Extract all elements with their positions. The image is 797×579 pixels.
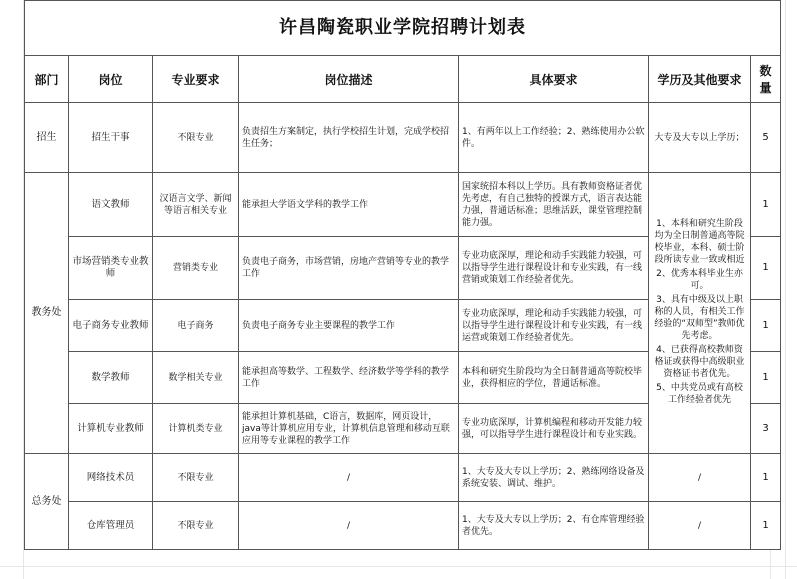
recruitment-plan-table	[24, 0, 781, 550]
requirements-cell[interactable]: 专业功底深厚，理论和动手实践能力较强，可以指导学生进行课程设计和专业实践，有一线运营或策划工作经验者优先。	[459, 300, 649, 352]
header-major[interactable]: 专业要求	[153, 56, 239, 103]
count-cell[interactable]: 1	[751, 352, 781, 404]
header-education[interactable]: 学历及其他要求	[649, 56, 751, 103]
description-cell[interactable]: 能承担计算机基础，C语言，数据库，网页设计，java等计算机应用专业，计算机信息管理和移动互联应用等专业课程的教学工作	[239, 404, 459, 454]
requirements-cell[interactable]: 专业功底深厚，计算机编程和移动开发能力较强，可以指导学生进行课程设计和专业实践。	[459, 404, 649, 454]
header-description[interactable]: 岗位描述	[239, 56, 459, 103]
count-cell[interactable]: 1	[751, 454, 781, 502]
requirements-cell[interactable]: 专业功底深厚，理论和动手实践能力较强，可以指导学生进行课程设计和专业实践，有一线营销或策划工作经验者优先。	[459, 237, 649, 300]
major-cell[interactable]: 营销类专业	[153, 237, 239, 300]
requirements-cell[interactable]: 1、大专及大专以上学历；2、熟练网络设备及系统安装、调试、维护。	[459, 454, 649, 502]
dept-cell-admissions[interactable]: 招生	[25, 103, 69, 173]
requirements-cell[interactable]: 本科和研究生阶段均为全日制普通高等院校毕业，获得相应的学位，普通话标准。	[459, 352, 649, 404]
education-cell[interactable]: /	[649, 502, 751, 550]
table-row	[25, 454, 781, 502]
position-cell[interactable]: 仓库管理员	[69, 502, 153, 550]
count-cell[interactable]: 1	[751, 237, 781, 300]
header-position[interactable]: 岗位	[69, 56, 153, 103]
position-cell[interactable]: 网络技术员	[69, 454, 153, 502]
requirements-cell[interactable]: 1、有两年以上工作经验；2、熟练使用办公软件。	[459, 103, 649, 173]
count-cell[interactable]: 1	[751, 173, 781, 237]
major-cell[interactable]: 不限专业	[153, 502, 239, 550]
table-title[interactable]: 许昌陶瓷职业学院招聘计划表	[25, 1, 781, 56]
position-cell[interactable]: 电子商务专业教师	[69, 300, 153, 352]
count-cell[interactable]: 1	[751, 300, 781, 352]
count-cell[interactable]: 1	[751, 502, 781, 550]
position-cell[interactable]: 数学教师	[69, 352, 153, 404]
major-cell[interactable]: 汉语言文学、新闻等语言相关专业	[153, 173, 239, 237]
table-row	[25, 103, 781, 173]
major-cell[interactable]: 电子商务	[153, 300, 239, 352]
header-dept[interactable]: 部门	[25, 56, 69, 103]
requirements-cell[interactable]: 国家统招本科以上学历。具有教师资格证者优先考虑，有自己独特的授课方式，语言表达能力强，普通话标准；思维活跃，课堂管理控制能力强。	[459, 173, 649, 237]
gridline	[785, 0, 786, 579]
major-cell[interactable]: 不限专业	[153, 454, 239, 502]
teacher-education-cell[interactable]	[649, 173, 751, 454]
count-cell[interactable]: 5	[751, 103, 781, 173]
description-cell[interactable]: /	[239, 502, 459, 550]
education-item: 4、已获得高校教师资格证或获得中高级职业资格证书者优先。	[654, 345, 745, 379]
table-row	[25, 173, 781, 237]
education-item: 2、优秀本科毕业生亦可。	[656, 269, 743, 291]
table-row	[25, 502, 781, 550]
position-cell[interactable]: 市场营销类专业教师	[69, 237, 153, 300]
education-cell[interactable]: /	[649, 454, 751, 502]
major-cell[interactable]: 不限专业	[153, 103, 239, 173]
count-cell[interactable]: 3	[751, 404, 781, 454]
gridline	[0, 566, 797, 567]
education-item: 1、本科和研究生阶段均为全日制普通高等院校毕业，本科、硕士阶段所读专业一致或相近	[654, 219, 745, 265]
header-count[interactable]: 数量	[751, 56, 781, 103]
position-cell[interactable]: 计算机专业教师	[69, 404, 153, 454]
education-item: 5、中共党员或有高校工作经验者优先	[656, 383, 743, 405]
description-cell[interactable]: 能承担高等数学、工程数学、经济数学等学科的教学工作	[239, 352, 459, 404]
education-item: 3、具有中级及以上职称的人员，有相关工作经验的“双师型”教师优先考虑。	[654, 295, 745, 341]
major-cell[interactable]: 数学相关专业	[153, 352, 239, 404]
position-cell[interactable]: 语文教师	[69, 173, 153, 237]
description-cell[interactable]: 负责电子商务，市场营销，房地产营销等专业的教学工作	[239, 237, 459, 300]
dept-cell-academic[interactable]: 教务处	[25, 173, 69, 454]
major-cell[interactable]: 计算机类专业	[153, 404, 239, 454]
education-cell[interactable]: 大专及大专以上学历；	[649, 103, 751, 173]
description-cell[interactable]: 负责招生方案制定，执行学校招生计划，完成学校招生任务；	[239, 103, 459, 173]
header-row	[25, 56, 781, 103]
requirements-cell[interactable]: 1、大专及大专以上学历；2、有仓库管理经验者优先。	[459, 502, 649, 550]
header-requirements[interactable]: 具体要求	[459, 56, 649, 103]
dept-cell-general[interactable]: 总务处	[25, 454, 69, 550]
description-cell[interactable]: 能承担大学语文学科的教学工作	[239, 173, 459, 237]
description-cell[interactable]: /	[239, 454, 459, 502]
description-cell[interactable]: 负责电子商务专业主要课程的教学工作	[239, 300, 459, 352]
position-cell[interactable]: 招生干事	[69, 103, 153, 173]
